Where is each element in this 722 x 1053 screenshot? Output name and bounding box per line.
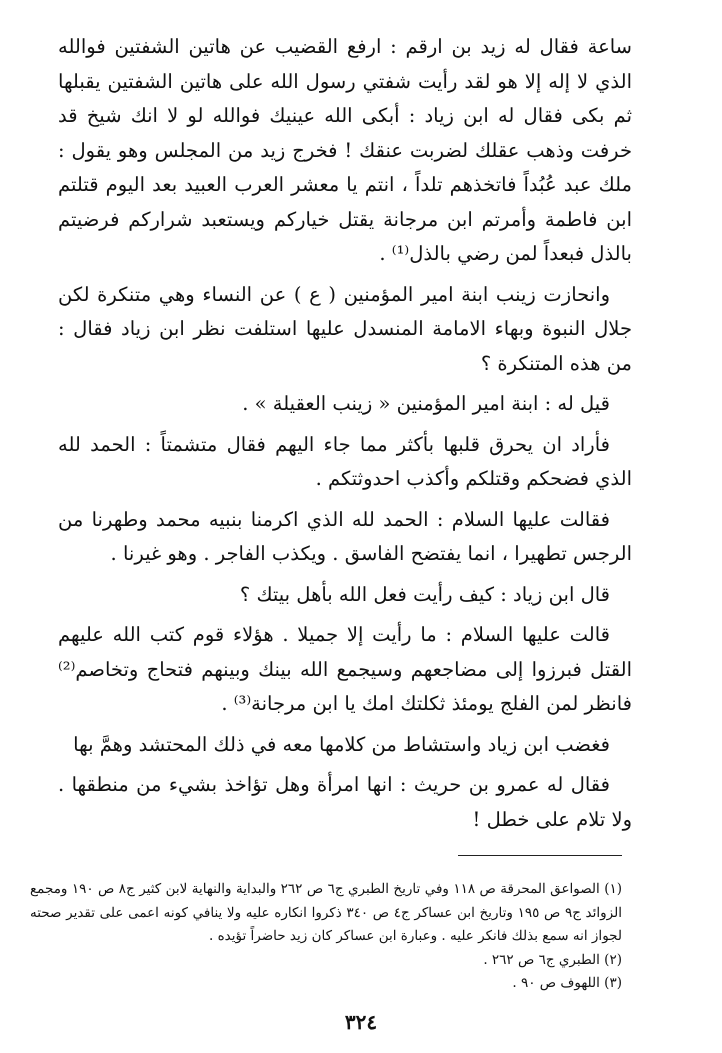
footnote-2: (٢) الطبري ج٦ ص ٢٦٢ . bbox=[483, 951, 622, 968]
paragraph-6: قال ابن زياد : كيف رأيت فعل الله بأهل بيتك ؟ bbox=[239, 582, 610, 606]
paragraph-3: قيل له : ابنة امير المؤمنين « زينب العقيلة » . bbox=[242, 392, 610, 415]
main-text bbox=[58, 30, 632, 843]
footnotes bbox=[30, 878, 622, 996]
paragraph-8: فغضب ابن زياد واستشاط من كلامها معه في ذلك المحتشد وهمَّ بها bbox=[73, 732, 610, 756]
paragraph-5: فقالت عليها السلام : الحمد لله الذي اكرمنا بنبيه محمد وطهرنا من الرجس تطهيرا ، انما يفتضح الفاسق . ويكذب الفاجر . وهو غيرنا . bbox=[58, 507, 632, 565]
footnote-1: (١) الصواعق المحرقة ص ١١٨ وفي تاريخ الطبري ج٦ ص ٢٦٢ والبداية والنهاية لابن كثير ج٨ ص ١٩٠ ومجمع الزوائد ج٩ ص ١٩٥ وتاريخ ابن عساكر ج٤ ص ٣٤٠ ذكروا انكاره عليه ولا ينافي كونه اعمى على تقدير صحته لجواز انه سمع بذلك فانكر عليه . وعبارة ابن عساكر كان زيد حاضراً تؤيده . bbox=[30, 881, 623, 944]
paragraph-4: فأراد ان يحرق قلبها بأكثر مما جاء اليهم فقال متشمتاً : الحمد لله الذي فضحكم وقتلكم وأكذب احدوثتكم . bbox=[58, 432, 632, 490]
paragraph-2: وانحازت زينب ابنة امير المؤمنين ( ع ) عن النساء وهي متنكرة لكن جلال النبوة وبهاء الامامة المنسدل عليها استلفت نظر ابن زياد فقال : من هذه المتنكرة ؟ bbox=[58, 282, 632, 375]
footnote-3: (٣) اللهوف ص ٩٠ . bbox=[512, 975, 622, 991]
paragraph-9: فقال له عمرو بن حريث : انها امرأة وهل تؤاخذ بشيء من منطقها . ولا تلام على خطل ! bbox=[58, 773, 632, 831]
paragraph-7: قالت عليها السلام : ما رأيت إلا جميلا . هؤلاء قوم كتب الله عليهم القتل فبرزوا إلى مضاجعهم وسيجمع الله بينك وبينهم فتحاج وتخاصم⁽²⁾ فانظر لمن الفلج يومئذ ثكلتك امك يا ابن مرجانة⁽³⁾ . bbox=[58, 623, 632, 715]
page-number: ٣٢٤ bbox=[344, 1010, 378, 1034]
paragraph-1: ساعة فقال له زيد بن ارقم : ارفع القضيب عن هاتين الشفتين فوالله الذي لا إله إلا هو لقد رأيت شفتي رسول الله على هاتين الشفتين يقبلها ثم بكى فقال له ابن زياد : أبكى الله عينيك فوالله لو لا انك شيخ قد خرفت وذهب عقلك لضربت عنقك ! فخرج زيد من المجلس وهو يقول : ملك عبد عُبُداً فاتخذهم تلداً ، انتم يا معشر العرب العبيد بعد اليوم قتلتم ابن فاطمة وأمرتم ابن مرجانة يقتل خياركم ويستعبد شراركم فرضيتم بالذل فبعداً لمن رضي بالذل⁽¹⁾ . bbox=[58, 35, 632, 265]
footnote-divider bbox=[458, 855, 622, 856]
